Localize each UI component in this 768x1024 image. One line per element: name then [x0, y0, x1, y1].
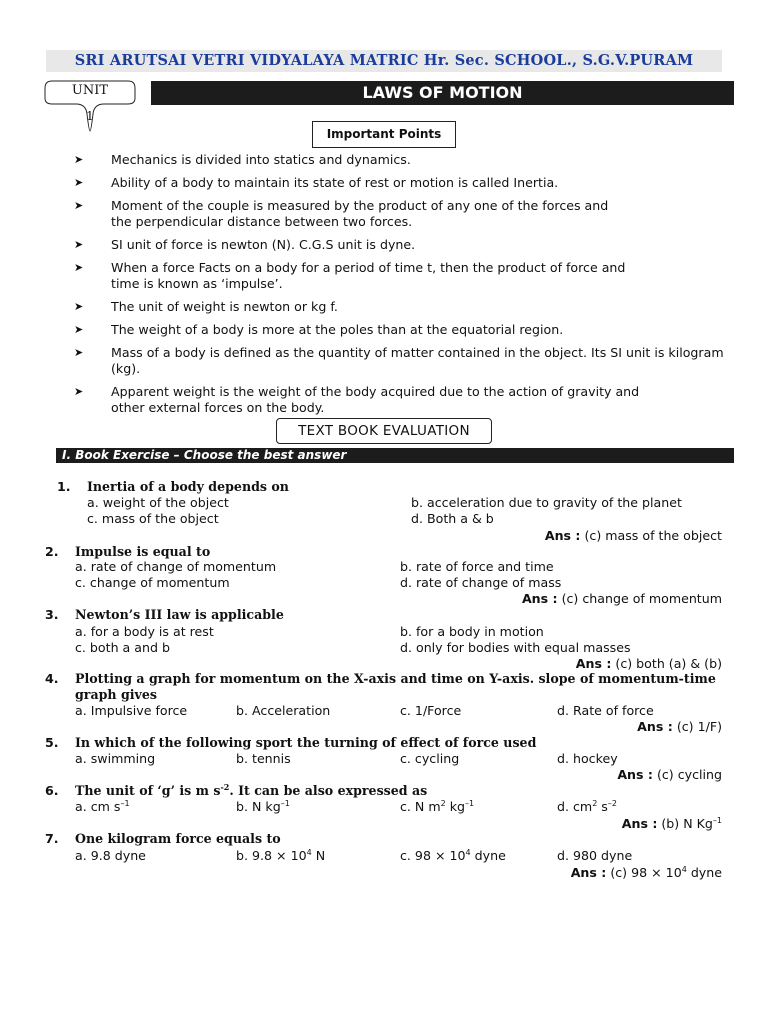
- answer-text: (c) mass of the object: [584, 528, 722, 543]
- option-c: c. mass of the object: [87, 511, 219, 526]
- answer-label: Ans :: [544, 528, 581, 543]
- option-b: b. Acceleration: [236, 703, 331, 718]
- question-text: [75, 783, 427, 799]
- answer-text: (c) both (a) & (b): [615, 656, 722, 671]
- point-text: When a force Facts on a body for a period of time t, then the product of force and time is known as ‘impulse’.: [111, 260, 626, 291]
- question-text: One kilogram force equals to: [75, 831, 281, 846]
- answer-text: (c) 98 × 10: [610, 865, 682, 880]
- option-a: a. for a body is at rest: [75, 624, 214, 639]
- question-text: Newton’s III law is applicable: [75, 607, 284, 622]
- option-sup: 2: [440, 798, 446, 808]
- answer: [617, 767, 722, 783]
- option-a: a. swimming: [75, 751, 156, 766]
- answer-label: Ans :: [521, 591, 558, 606]
- option-c: [400, 799, 474, 815]
- answer-text: (b) N Kg: [661, 816, 713, 831]
- option-a: a. weight of the object: [87, 495, 229, 510]
- option-base: a. cm s: [75, 799, 121, 814]
- list-item: [74, 260, 744, 292]
- option-tail: s: [597, 799, 608, 814]
- option-b: b. for a body in motion: [400, 624, 544, 639]
- school-name: SRI ARUTSAI VETRI VIDYALAYA MATRIC Hr. Sec. SCHOOL., S.G.V.PURAM: [46, 50, 722, 72]
- arrow-bullet-icon: ➤: [74, 176, 84, 189]
- option-a: [75, 848, 146, 864]
- option-base: c. 98 × 10: [400, 848, 466, 863]
- option-base: d. 980 dyne: [557, 848, 633, 863]
- option-base: c. N m: [400, 799, 441, 814]
- question-7: [0, 831, 768, 881]
- question-text: Inertia of a body depends on: [87, 479, 289, 494]
- option-sup: 4: [465, 847, 471, 857]
- answer-sup: –1: [712, 815, 722, 825]
- list-item: [74, 198, 744, 230]
- question-number: 6.: [45, 783, 59, 798]
- answer-label: Ans :: [575, 656, 612, 671]
- option-sup: 2: [592, 798, 598, 808]
- point-text: The unit of weight is newton or kg f.: [111, 299, 338, 314]
- answer-text: (c) change of momentum: [561, 591, 722, 606]
- arrow-bullet-icon: ➤: [74, 199, 84, 212]
- list-item: [74, 299, 744, 315]
- question-number: 2.: [45, 544, 59, 559]
- list-item: [74, 237, 744, 253]
- answer-text: (c) 1/F): [676, 719, 722, 734]
- option-base: d. cm: [557, 799, 593, 814]
- option-tail: kg: [445, 799, 466, 814]
- point-text: SI unit of force is newton (N). C.G.S unit is dyne.: [111, 237, 416, 252]
- answer: [622, 816, 722, 832]
- option-sup2: –1: [465, 798, 475, 808]
- arrow-bullet-icon: ➤: [74, 153, 84, 166]
- question-text-post: . It can be also expressed as: [229, 783, 428, 798]
- option-base: b. N kg: [236, 799, 281, 814]
- question-6: [0, 783, 768, 833]
- option-tail: dyne: [470, 848, 506, 863]
- option-c: c. both a and b: [75, 640, 170, 655]
- option-b: [236, 848, 325, 864]
- answer-tail: dyne: [686, 865, 722, 880]
- option-a: a. rate of change of momentum: [75, 559, 277, 574]
- option-c: [400, 848, 506, 864]
- unit-label: UNIT: [71, 83, 109, 98]
- arrow-bullet-icon: ➤: [74, 300, 84, 313]
- question-2: [0, 544, 768, 608]
- question-text: Impulse is equal to: [75, 544, 211, 559]
- important-points-heading: Important Points: [312, 121, 456, 148]
- arrow-bullet-icon: ➤: [74, 261, 84, 274]
- answer-label: Ans :: [617, 767, 653, 782]
- option-base: b. 9.8 × 10: [236, 848, 307, 863]
- option-d: d. rate of change of mass: [400, 575, 562, 590]
- question-text-pre: The unit of ‘g’ is m s: [75, 783, 221, 798]
- point-text: The weight of a body is more at the poles than at the equatorial region.: [111, 322, 564, 337]
- textbook-evaluation-heading: TEXT BOOK EVALUATION: [276, 418, 492, 444]
- option-tail: N: [311, 848, 326, 863]
- option-b: b. tennis: [236, 751, 291, 766]
- answer: [522, 591, 722, 607]
- answer-label: Ans :: [637, 719, 673, 734]
- important-points-list: [74, 152, 744, 416]
- list-item: [74, 384, 744, 416]
- question-5: [0, 735, 768, 785]
- list-item: [74, 322, 744, 338]
- option-a: a. Impulsive force: [75, 703, 188, 718]
- point-text: Moment of the couple is measured by the product of any one of the forces and the perpendicular distance between two forces.: [111, 198, 609, 229]
- answer-label: Ans :: [570, 865, 607, 880]
- question-number: 3.: [45, 607, 59, 622]
- question-text: In which of the following sport the turning of effect of force used: [75, 735, 537, 750]
- answer-label: Ans :: [621, 816, 658, 831]
- option-d: d. Rate of force: [557, 703, 654, 718]
- question-text: Plotting a graph for momentum on the X-axis and time on Y-axis. slope of momentum-time graph gives: [75, 671, 716, 702]
- arrow-bullet-icon: ➤: [74, 385, 84, 398]
- answer: [571, 865, 722, 881]
- option-b: [236, 799, 290, 815]
- option-d: d. only for bodies with equal masses: [400, 640, 631, 655]
- list-item: [74, 175, 744, 191]
- unit-number: 1: [86, 109, 94, 123]
- question-number: 1.: [57, 479, 71, 494]
- point-text: Ability of a body to maintain its state of rest or motion is called Inertia.: [111, 175, 559, 190]
- arrow-bullet-icon: ➤: [74, 238, 84, 251]
- unit-badge: [44, 80, 136, 132]
- arrow-bullet-icon: ➤: [74, 323, 84, 336]
- option-sup: 4: [306, 847, 312, 857]
- option-d: [557, 799, 617, 815]
- point-text: Mass of a body is defined as the quantity of matter contained in the object. Its SI unit is kilogram (kg).: [111, 345, 724, 376]
- option-d: d. Both a & b: [411, 511, 494, 526]
- option-d: d. hockey: [557, 751, 618, 766]
- list-item: [74, 345, 744, 377]
- answer: [576, 656, 722, 672]
- option-d: [557, 848, 632, 864]
- option-sup: –1: [120, 798, 130, 808]
- arrow-bullet-icon: ➤: [74, 346, 84, 359]
- question-number: 4.: [45, 671, 59, 686]
- point-text: Apparent weight is the weight of the body acquired due to the action of gravity and other external forces on the body.: [111, 384, 640, 415]
- answer-text: (c) cycling: [656, 767, 722, 782]
- option-c: c. change of momentum: [75, 575, 230, 590]
- option-b: b. rate of force and time: [400, 559, 554, 574]
- chapter-title: LAWS OF MOTION: [151, 81, 734, 105]
- option-a: [75, 799, 130, 815]
- section-heading: I. Book Exercise – Choose the best answer: [56, 448, 734, 463]
- question-1: [0, 479, 768, 549]
- answer: [545, 528, 722, 544]
- option-sup: –1: [280, 798, 290, 808]
- question-3: [0, 607, 768, 671]
- question-text-sup: -2: [220, 781, 230, 792]
- point-text: Mechanics is divided into statics and dynamics.: [111, 152, 411, 167]
- question-number: 7.: [45, 831, 59, 846]
- option-c: c. 1/Force: [400, 703, 462, 718]
- list-item: [74, 152, 744, 168]
- question-number: 5.: [45, 735, 59, 750]
- option-b: b. acceleration due to gravity of the planet: [411, 495, 682, 510]
- question-4: [0, 671, 768, 735]
- option-c: c. cycling: [400, 751, 460, 766]
- answer: [637, 719, 722, 735]
- option-base: a. 9.8 dyne: [75, 848, 146, 863]
- answer-sup: 4: [681, 864, 687, 874]
- option-sup2: –2: [607, 798, 617, 808]
